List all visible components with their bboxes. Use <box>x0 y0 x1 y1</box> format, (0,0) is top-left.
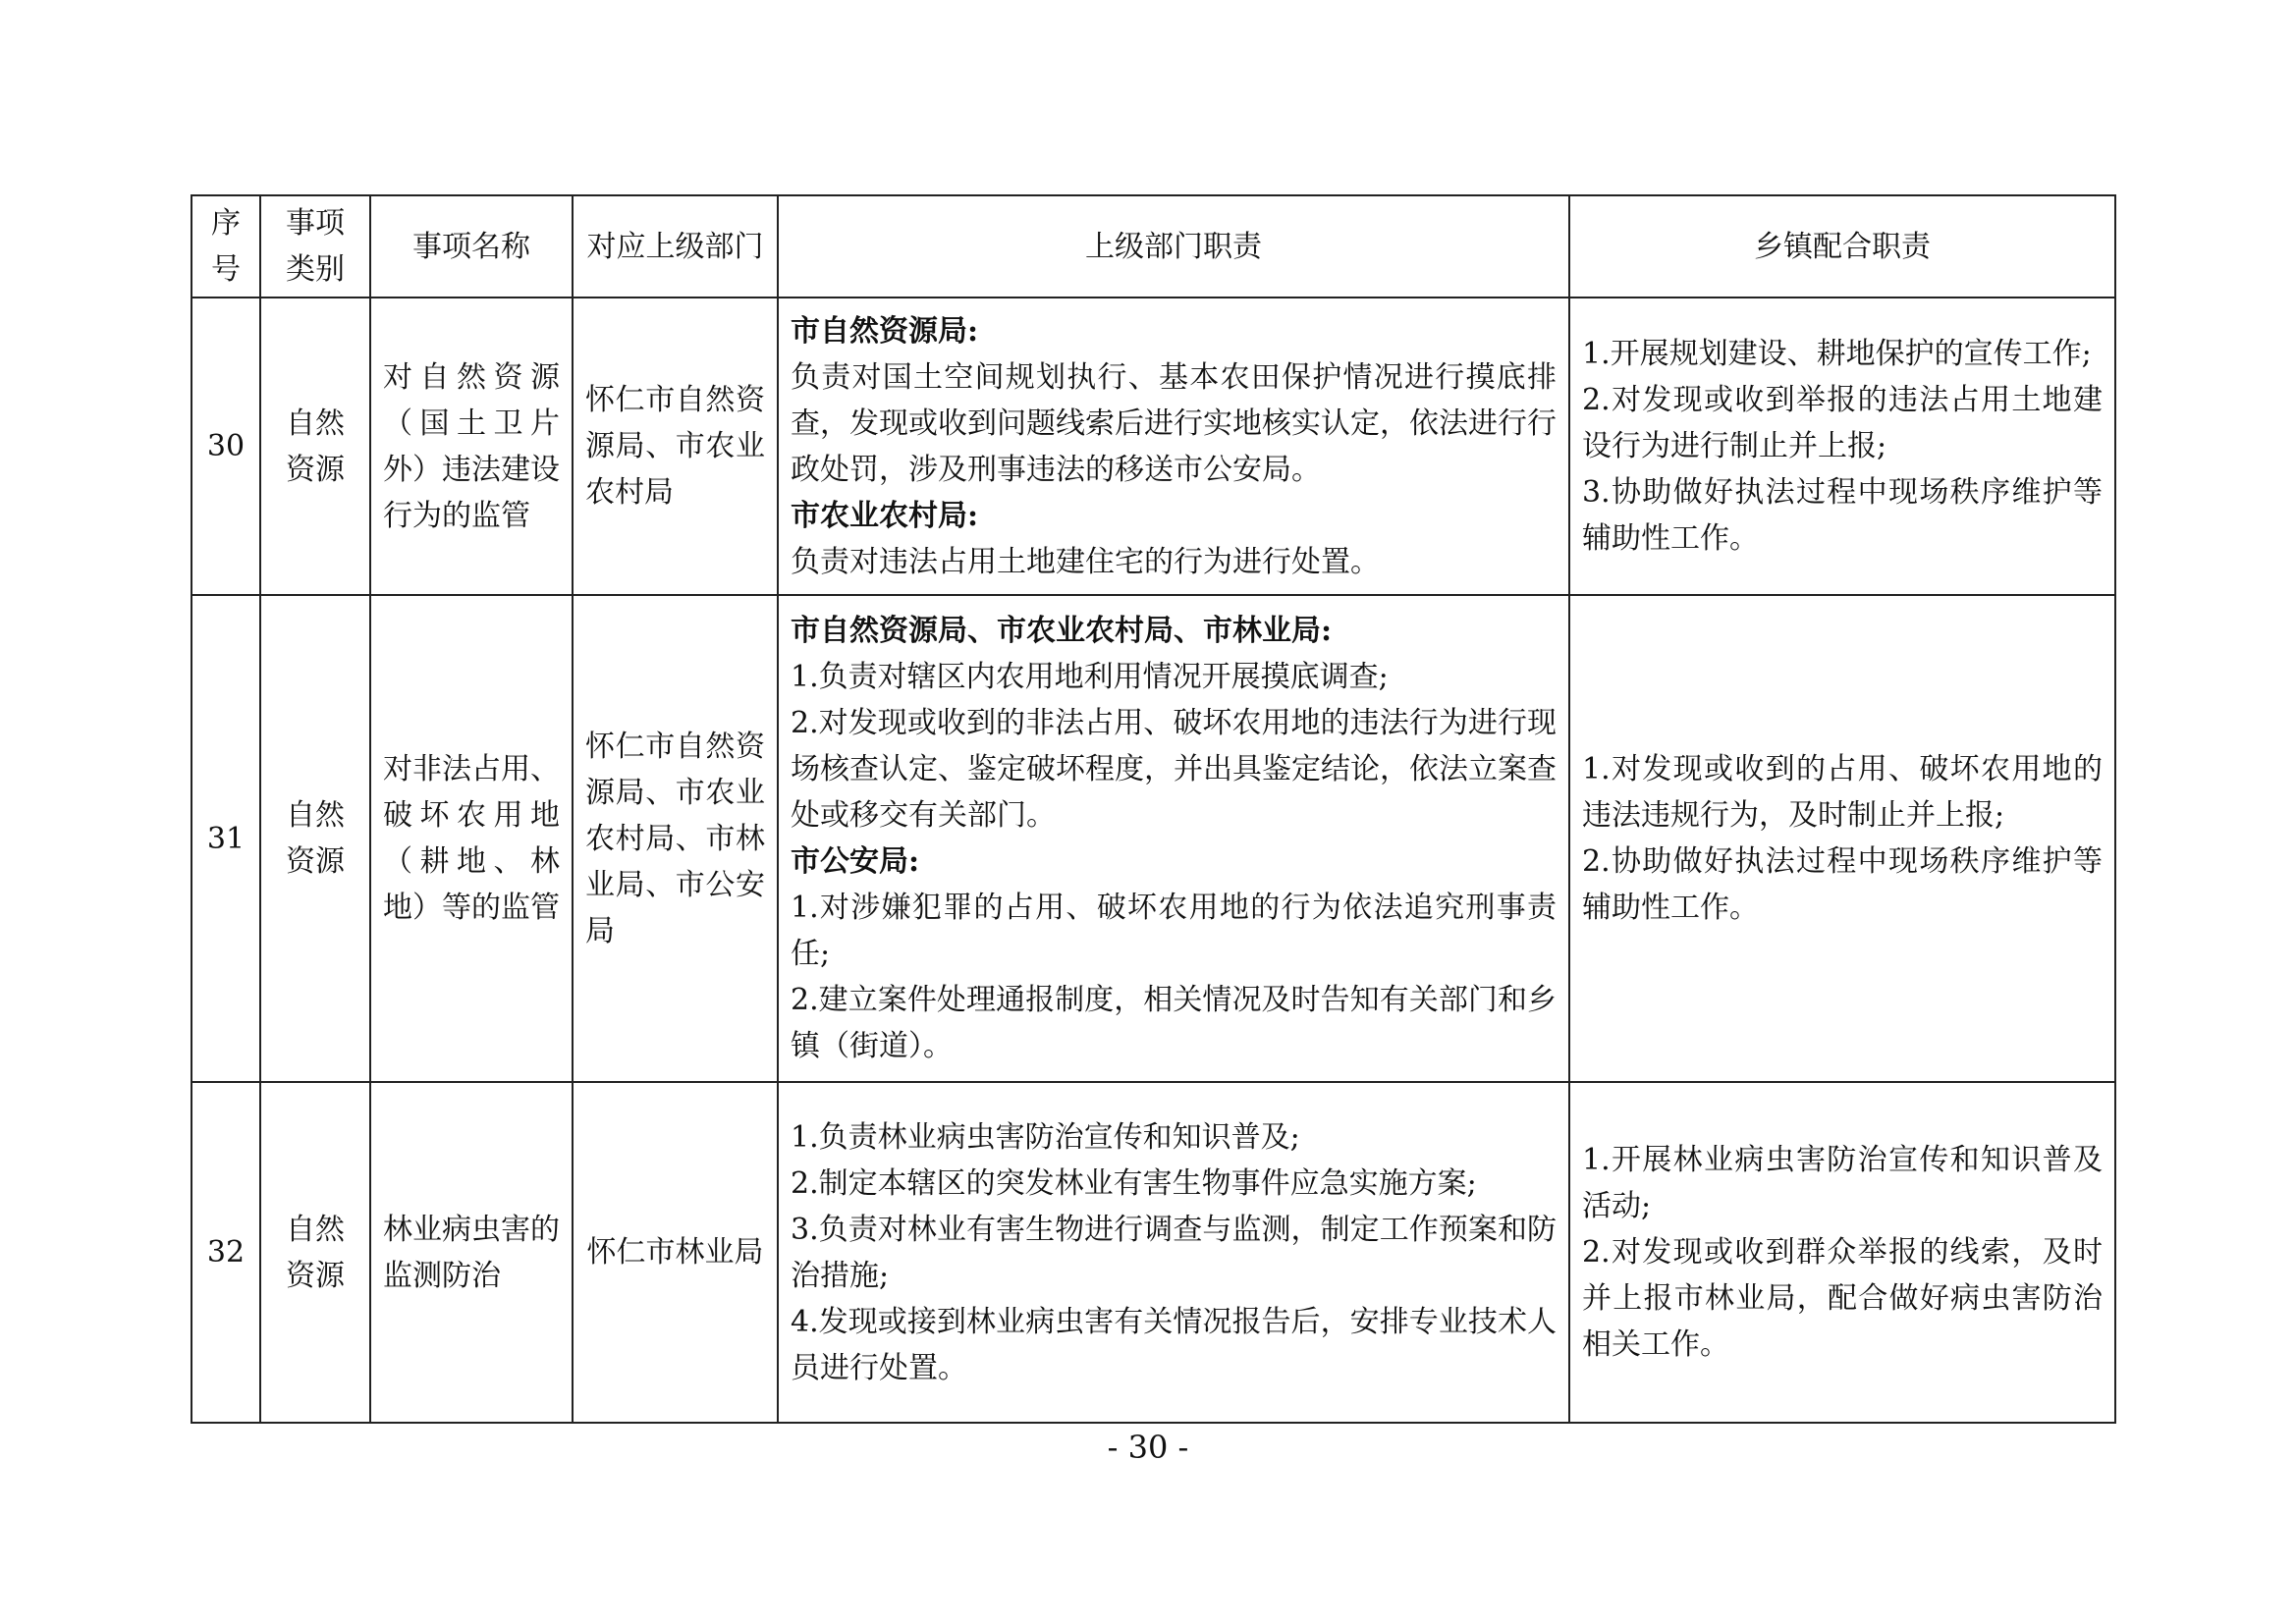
row-town-duty <box>1569 298 2115 595</box>
row-town-duty <box>1569 1082 2115 1423</box>
row-category: 自然资源 <box>260 595 370 1082</box>
town-duty-line: 3.协助做好执法过程中现场秩序维护等辅助性工作。 <box>1582 475 2103 556</box>
duty-line: 4.发现或接到林业病虫害有关情况报告后，安排专业技术人员进行处置。 <box>791 1304 1557 1385</box>
header-superior-duty: 上级部门职责 <box>778 195 1569 298</box>
town-duty-line: 2.对发现或收到举报的违法占用土地建设行为进行制止并上报; <box>1582 383 2103 463</box>
row-name: 林业病虫害的监测防治 <box>370 1082 573 1423</box>
duty-line: 负责对违法占用土地建住宅的行为进行处置。 <box>791 544 1380 579</box>
duty-line: 2.建立案件处理通报制度，相关情况及时告知有关部门和乡镇（街道）。 <box>791 983 1557 1063</box>
town-duty-line: 1.开展林业病虫害防治宣传和知识普及活动; <box>1582 1143 2103 1223</box>
duty-line: 2.对发现或收到的非法占用、破坏农用地的违法行为进行现场核查认定、鉴定破坏程度，并出具鉴定结论，依法立案查处或移交有关部门。 <box>791 706 1557 833</box>
row-superior-duty <box>778 1082 1569 1423</box>
header-name: 事项名称 <box>370 195 573 298</box>
row-category: 自然资源 <box>260 298 370 595</box>
town-duty-line: 2.协助做好执法过程中现场秩序维护等辅助性工作。 <box>1582 844 2103 925</box>
duty-line: 1.对涉嫌犯罪的占用、破坏农用地的行为依法追究刑事责任; <box>791 891 1557 971</box>
duty-line: 1.负责对辖区内农用地利用情况开展摸底调查; <box>791 660 1389 694</box>
row-name: 对自然资源（国土卫片外）违法建设行为的监管 <box>370 298 573 595</box>
town-duty-line: 1.对发现或收到的占用、破坏农用地的违法违规行为，及时制止并上报; <box>1582 752 2103 833</box>
row-seq: 31 <box>191 595 260 1082</box>
responsibility-table <box>191 194 2116 1424</box>
row-superior-duty <box>778 298 1569 595</box>
row-name: 对非法占用、破坏农用地（耕地、林地）等的监管 <box>370 595 573 1082</box>
row-seq: 30 <box>191 298 260 595</box>
town-duty-line: 1.开展规划建设、耕地保护的宣传工作; <box>1582 337 2092 371</box>
table-header-row <box>191 195 2115 298</box>
duty-line: 2.制定本辖区的突发林业有害生物事件应急实施方案; <box>791 1165 1477 1201</box>
table-row <box>191 1082 2115 1423</box>
table-row <box>191 595 2115 1082</box>
page-number: - 30 - <box>1107 1429 1189 1466</box>
duty-line: 3.负责对林业有害生物进行调查与监测，制定工作预案和防治措施; <box>791 1212 1557 1293</box>
row-seq: 32 <box>191 1082 260 1423</box>
row-superior-duty <box>778 595 1569 1082</box>
row-dept: 怀仁市林业局 <box>573 1082 778 1423</box>
duty-line: 负责对国土空间规划执行、基本农田保护情况进行摸底排查，发现或收到问题线索后进行实地核实认定，依法进行行政处罚，涉及刑事违法的移送市公安局。 <box>791 359 1557 487</box>
row-category: 自然资源 <box>260 1082 370 1423</box>
town-duty-line: 2.对发现或收到群众举报的线索，及时并上报市林业局，配合做好病虫害防治相关工作。 <box>1582 1235 2103 1362</box>
duty-subheading: 市自然资源局: <box>791 313 979 349</box>
header-town-duty: 乡镇配合职责 <box>1569 195 2115 298</box>
header-category: 事项类别 <box>260 195 370 298</box>
row-dept: 怀仁市自然资源局、市农业农村局、市林业局、市公安局 <box>573 595 778 1082</box>
duty-line: 1.负责林业病虫害防治宣传和知识普及; <box>791 1119 1300 1155</box>
header-superior-dept: 对应上级部门 <box>573 195 778 298</box>
header-seq: 序号 <box>191 195 260 298</box>
table-row <box>191 298 2115 595</box>
row-town-duty <box>1569 595 2115 1082</box>
row-dept: 怀仁市自然资源局、市农业农村局 <box>573 298 778 595</box>
duty-subheading: 市农业农村局: <box>791 498 979 533</box>
duty-subheading: 市自然资源局、市农业农村局、市林业局: <box>791 614 1333 648</box>
duty-subheading: 市公安局: <box>791 844 920 879</box>
